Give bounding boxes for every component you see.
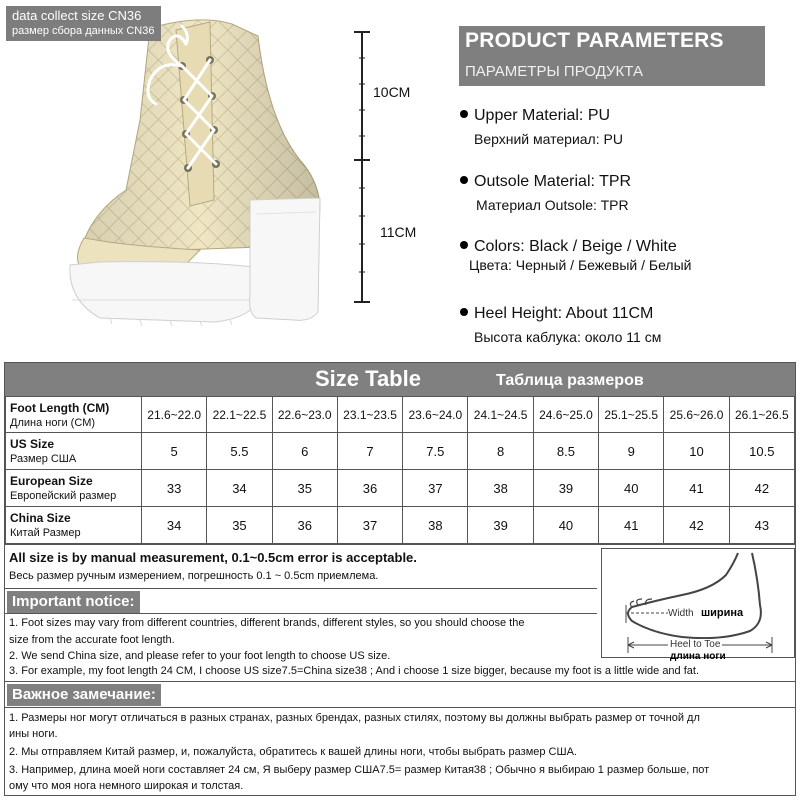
size-cell: 7 [337,433,402,470]
row-header [6,507,142,544]
size-cell: 6 [272,433,337,470]
row-header-en: US Size [10,437,55,451]
notice-ru-line-2: 2. Мы отправляем Китай размер, и, пожалуйста, обратитесь к вашей длины ноги, чтобы выбрать размер США. [9,746,577,758]
row-header [6,470,142,507]
size-cell: 37 [403,470,468,507]
row-header-en: European Size [10,474,93,488]
foot-length-en: Heel to Toe [670,639,721,650]
size-cell: 40 [599,470,664,507]
param-heel-height [460,305,661,345]
row-header-ru: Размер США [10,453,77,465]
notice-line-2: 2. We send China size, and please refer to your foot length to choose US size. [9,650,391,662]
important-notice-ru-title: Важное замечание: [7,684,161,706]
size-cell: 9 [599,433,664,470]
foot-length-ru: длина ноги [670,651,726,662]
size-cell: 25.1~25.5 [599,397,664,433]
param-ru: Материал Outsole: TPR [476,197,629,213]
table-row [6,433,795,470]
product-photo [0,0,440,360]
size-cell: 24.6~25.0 [533,397,598,433]
notice-line-3: 3. For example, my foot length 24 CM, I choose US size7.5=China size38 ; And i choose 1 size bigger, because my foot is a little wide and fat. [9,665,700,677]
size-cell: 43 [729,507,794,544]
size-cell: 23.6~24.0 [403,397,468,433]
size-cell: 8 [468,433,533,470]
size-cell: 5.5 [207,433,272,470]
param-ru: Цвета: Черный / Бежевый / Белый [469,257,692,273]
size-table-title-ru: Таблица размеров [496,372,644,389]
row-header [6,397,142,433]
param-en: Upper Material: PU [474,107,611,124]
bullet-icon [460,308,468,316]
important-notice-title: Important notice: [7,591,140,613]
size-table-header [5,363,795,396]
foot-width-en: Width [668,608,694,619]
size-cell: 10.5 [729,433,794,470]
size-cell: 25.6~26.0 [664,397,729,433]
notice-ru-line-3a: 3. Например, длина моей ноги составляет 24 см, Я выберу размер США7.5= размер Китая38 ; Обычно я выбираю 1 размер больше, пот [9,764,710,776]
sample-size-ru: размер сбора данных CN36 [12,25,155,37]
foot-width-ru: ширина [701,607,744,619]
notice-ru-line-3b: ому что моя нога немного широкая и толстая. [9,780,244,792]
size-cell: 34 [142,507,207,544]
size-cell: 7.5 [403,433,468,470]
size-cell: 38 [403,507,468,544]
notice-ru-line-1a: 1. Размеры ног могут отличаться в разных странах, разных брендах, разных стилях, поэтому вы должны выбрать размер от точной дл [9,712,700,724]
notice-line-1b: size from the accurate foot length. [9,634,175,646]
bullet-icon [460,110,468,118]
size-cell: 24.1~24.5 [468,397,533,433]
params-title-ru: ПАРАМЕТРЫ ПРОДУКТА [465,63,643,80]
notice-line-1a: 1. Foot sizes may vary from different countries, different brands, different styles, so you should choose the [9,617,525,629]
size-table [4,362,796,545]
notice-ru-line-1b: ины ноги. [9,728,58,740]
size-cell: 35 [272,470,337,507]
size-cell: 33 [142,470,207,507]
height-ruler [340,28,380,328]
measurement-note: All size is by manual measurement, 0.1~0.5cm error is acceptable. [9,550,417,565]
ruler-lower-label: 11CM [380,224,417,240]
foot-measure-diagram [601,548,795,662]
row-header-ru: Длина ноги (CM) [10,416,96,429]
bullet-icon [460,241,468,249]
size-cell: 41 [599,507,664,544]
bullet-icon [460,176,468,184]
size-table-title: Size Table [315,366,421,391]
size-cell: 41 [664,470,729,507]
params-header [459,26,765,86]
param-ru: Высота каблука: около 11 см [474,329,662,345]
param-ru: Верхний материал: PU [474,131,623,147]
params-title: PRODUCT PARAMETERS [465,29,724,52]
table-row [6,507,795,544]
row-header-ru: Китай Размер [10,527,81,539]
table-row [6,470,795,507]
size-grid [5,396,795,544]
table-row [6,397,795,433]
size-cell: 36 [272,507,337,544]
size-cell: 22.6~23.0 [272,397,337,433]
size-cell: 10 [664,433,729,470]
row-header-en: China Size [10,511,71,525]
size-cell: 36 [337,470,402,507]
size-cell: 42 [729,470,794,507]
measurement-note-ru: Весь размер ручным измерением, погрешность 0.1 ~ 0.5cm приемлема. [9,570,379,582]
size-cell: 38 [468,470,533,507]
row-header [6,433,142,470]
row-header-ru: Европейский размер [10,490,117,502]
size-cell: 39 [533,470,598,507]
sample-size-tag [6,6,161,41]
size-cell: 42 [664,507,729,544]
size-cell: 5 [142,433,207,470]
size-cell: 34 [207,470,272,507]
notes-panel [4,544,796,796]
param-en: Colors: Black / Beige / White [474,238,677,255]
row-header-en: Foot Length (CM) [10,400,110,415]
size-cell: 40 [533,507,598,544]
sample-size-en: data collect size CN36 [12,8,142,23]
boot-platform [70,262,262,322]
ruler-upper-label: 10CM [373,84,411,100]
boot-heel [250,198,320,320]
size-cell: 35 [207,507,272,544]
size-cell: 22.1~22.5 [207,397,272,433]
param-en: Outsole Material: TPR [474,173,632,190]
size-cell: 23.1~23.5 [337,397,402,433]
param-upper-material [460,107,623,147]
param-en: Heel Height: About 11CM [474,305,654,322]
param-outsole-material [460,173,631,213]
param-colors [460,238,691,273]
size-cell: 8.5 [533,433,598,470]
size-cell: 21.6~22.0 [142,397,207,433]
size-cell: 39 [468,507,533,544]
size-cell: 37 [337,507,402,544]
size-cell: 26.1~26.5 [729,397,794,433]
